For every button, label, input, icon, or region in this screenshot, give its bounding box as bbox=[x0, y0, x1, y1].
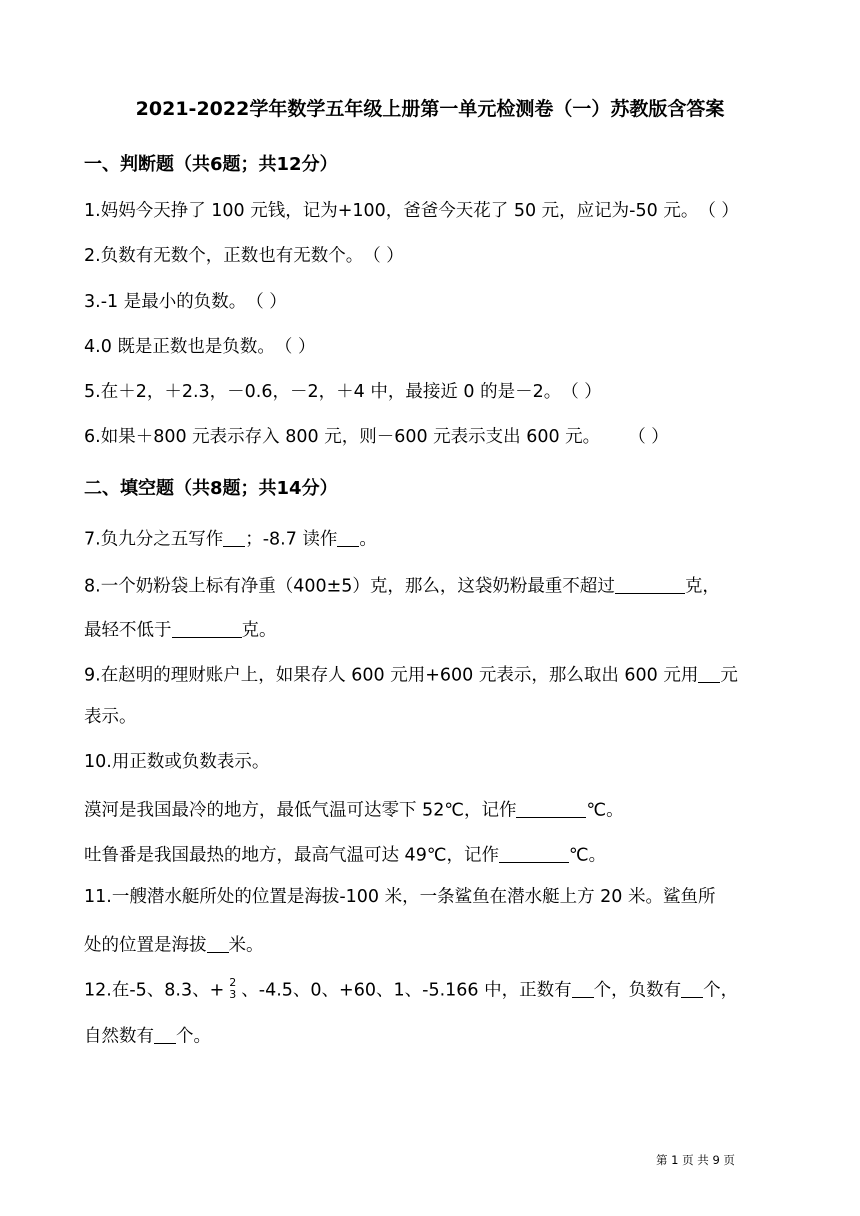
answer-blank bbox=[337, 528, 359, 547]
question-9-text-b: 元 bbox=[720, 665, 738, 686]
question-9 bbox=[84, 664, 738, 685]
answer-blank bbox=[698, 664, 720, 683]
answer-paren: （ ） bbox=[246, 292, 287, 312]
answer-blank bbox=[615, 575, 685, 594]
fraction-denominator: 3 bbox=[229, 987, 237, 1001]
page-number-footer: 第 1 页 共 9 页 bbox=[656, 1153, 735, 1167]
question-10-text-a2: ℃。 bbox=[586, 800, 624, 821]
question-11-text-b: 处的位置是海拔 bbox=[84, 935, 207, 956]
question-12-text-c: 个，负数有 bbox=[593, 980, 682, 1001]
section-heading-judgment: 一、判断题（共6题；共12分） bbox=[84, 154, 338, 175]
question-12-text-b: 、-4.5、0、+60、1、-5.166 中，正数有 bbox=[241, 980, 572, 1001]
question-12-text-a: 12.在-5、8.3、+ bbox=[84, 980, 225, 1001]
question-12-text-f: 个。 bbox=[176, 1026, 211, 1047]
question-10-part-b bbox=[84, 844, 606, 865]
question-6 bbox=[84, 429, 669, 447]
question-10 bbox=[84, 754, 269, 772]
question-3-text: 3.-1 是最小的负数。 bbox=[84, 292, 247, 312]
question-12-text-e: 自然数有 bbox=[84, 1026, 154, 1047]
question-12-text-d: 个， bbox=[703, 980, 739, 1001]
question-9-continued bbox=[84, 709, 137, 727]
question-1 bbox=[84, 203, 739, 221]
question-9-text-a: 9.在赵明的理财账户上，如果存人 600 元用+600 元表示，那么取出 600 元用 bbox=[84, 665, 699, 686]
question-10-text-a1: 漠河是我国最冷的地方，最低气温可达零下 52℃，记作 bbox=[84, 800, 517, 821]
question-11-text-a: 11.一艘潜水艇所处的位置是海拔-100 米，一条鲨鱼在潜水艇上方 20 米。鲨鱼所 bbox=[84, 887, 716, 907]
question-9-text-c: 表示。 bbox=[84, 707, 137, 727]
question-11 bbox=[84, 889, 716, 907]
answer-paren: （ ） bbox=[274, 337, 316, 357]
question-10-intro: 10.用正数或负数表示。 bbox=[84, 752, 270, 772]
question-12 bbox=[84, 976, 739, 1002]
question-2 bbox=[84, 248, 404, 266]
question-7-text-c: 。 bbox=[359, 529, 377, 550]
question-10-part-a bbox=[84, 799, 624, 820]
question-11-text-c: 米。 bbox=[228, 935, 264, 956]
question-8-text-d: 克。 bbox=[241, 620, 277, 641]
answer-blank bbox=[207, 934, 229, 953]
answer-blank bbox=[572, 979, 594, 998]
question-11-continued bbox=[84, 934, 264, 955]
question-4-text: 4.0 既是正数也是负数。 bbox=[84, 337, 275, 357]
answer-paren: （ ） bbox=[698, 201, 739, 221]
question-10-text-b2: ℃。 bbox=[568, 845, 607, 866]
section-heading-fill-blank: 二、填空题（共8题；共14分） bbox=[84, 478, 338, 499]
question-7-text-b: ；-8.7 读作 bbox=[245, 529, 338, 550]
answer-paren: （ ） bbox=[628, 427, 669, 447]
question-12-continued bbox=[84, 1025, 211, 1046]
question-6-text: 6.如果＋800 元表示存入 800 元，则－600 元表示支出 600 元。 bbox=[84, 427, 601, 447]
answer-paren: （ ） bbox=[561, 382, 602, 402]
question-1-text: 1.妈妈今天挣了 100 元钱，记为+100，爸爸今天花了 50 元，应记为-50 元。 bbox=[84, 201, 699, 221]
question-4 bbox=[84, 339, 315, 357]
question-8 bbox=[84, 575, 720, 596]
fraction bbox=[228, 977, 237, 1000]
question-5-text: 5.在＋2，＋2.3，－0.6，－2，＋4 中，最接近 0 的是－2。 bbox=[84, 382, 562, 402]
answer-blank bbox=[499, 844, 569, 863]
question-8-text-b: 克， bbox=[684, 576, 720, 597]
question-8-continued bbox=[84, 619, 277, 640]
question-2-text: 2.负数有无数个，正数也有无数个。 bbox=[84, 246, 364, 266]
answer-blank bbox=[154, 1025, 176, 1044]
question-5 bbox=[84, 384, 602, 402]
answer-paren: （ ） bbox=[363, 246, 404, 266]
question-10-text-b1: 吐鲁番是我国最热的地方，最高气温可达 49℃，记作 bbox=[84, 845, 499, 866]
question-8-text-a: 8.一个奶粉袋上标有净重（400±5）克，那么，这袋奶粉最重不超过 bbox=[84, 576, 615, 597]
question-3 bbox=[84, 294, 287, 312]
answer-blank bbox=[681, 979, 703, 998]
question-7-text-a: 7.负九分之五写作 bbox=[84, 529, 224, 550]
question-8-text-c: 最轻不低于 bbox=[84, 620, 172, 641]
page-title: 2021-2022学年数学五年级上册第一单元检测卷（一）苏教版含答案 bbox=[135, 98, 725, 120]
answer-blank bbox=[172, 619, 242, 638]
answer-blank bbox=[516, 799, 586, 818]
question-7 bbox=[84, 528, 377, 549]
answer-blank bbox=[223, 528, 245, 547]
fraction-numerator: 2 bbox=[229, 976, 237, 989]
